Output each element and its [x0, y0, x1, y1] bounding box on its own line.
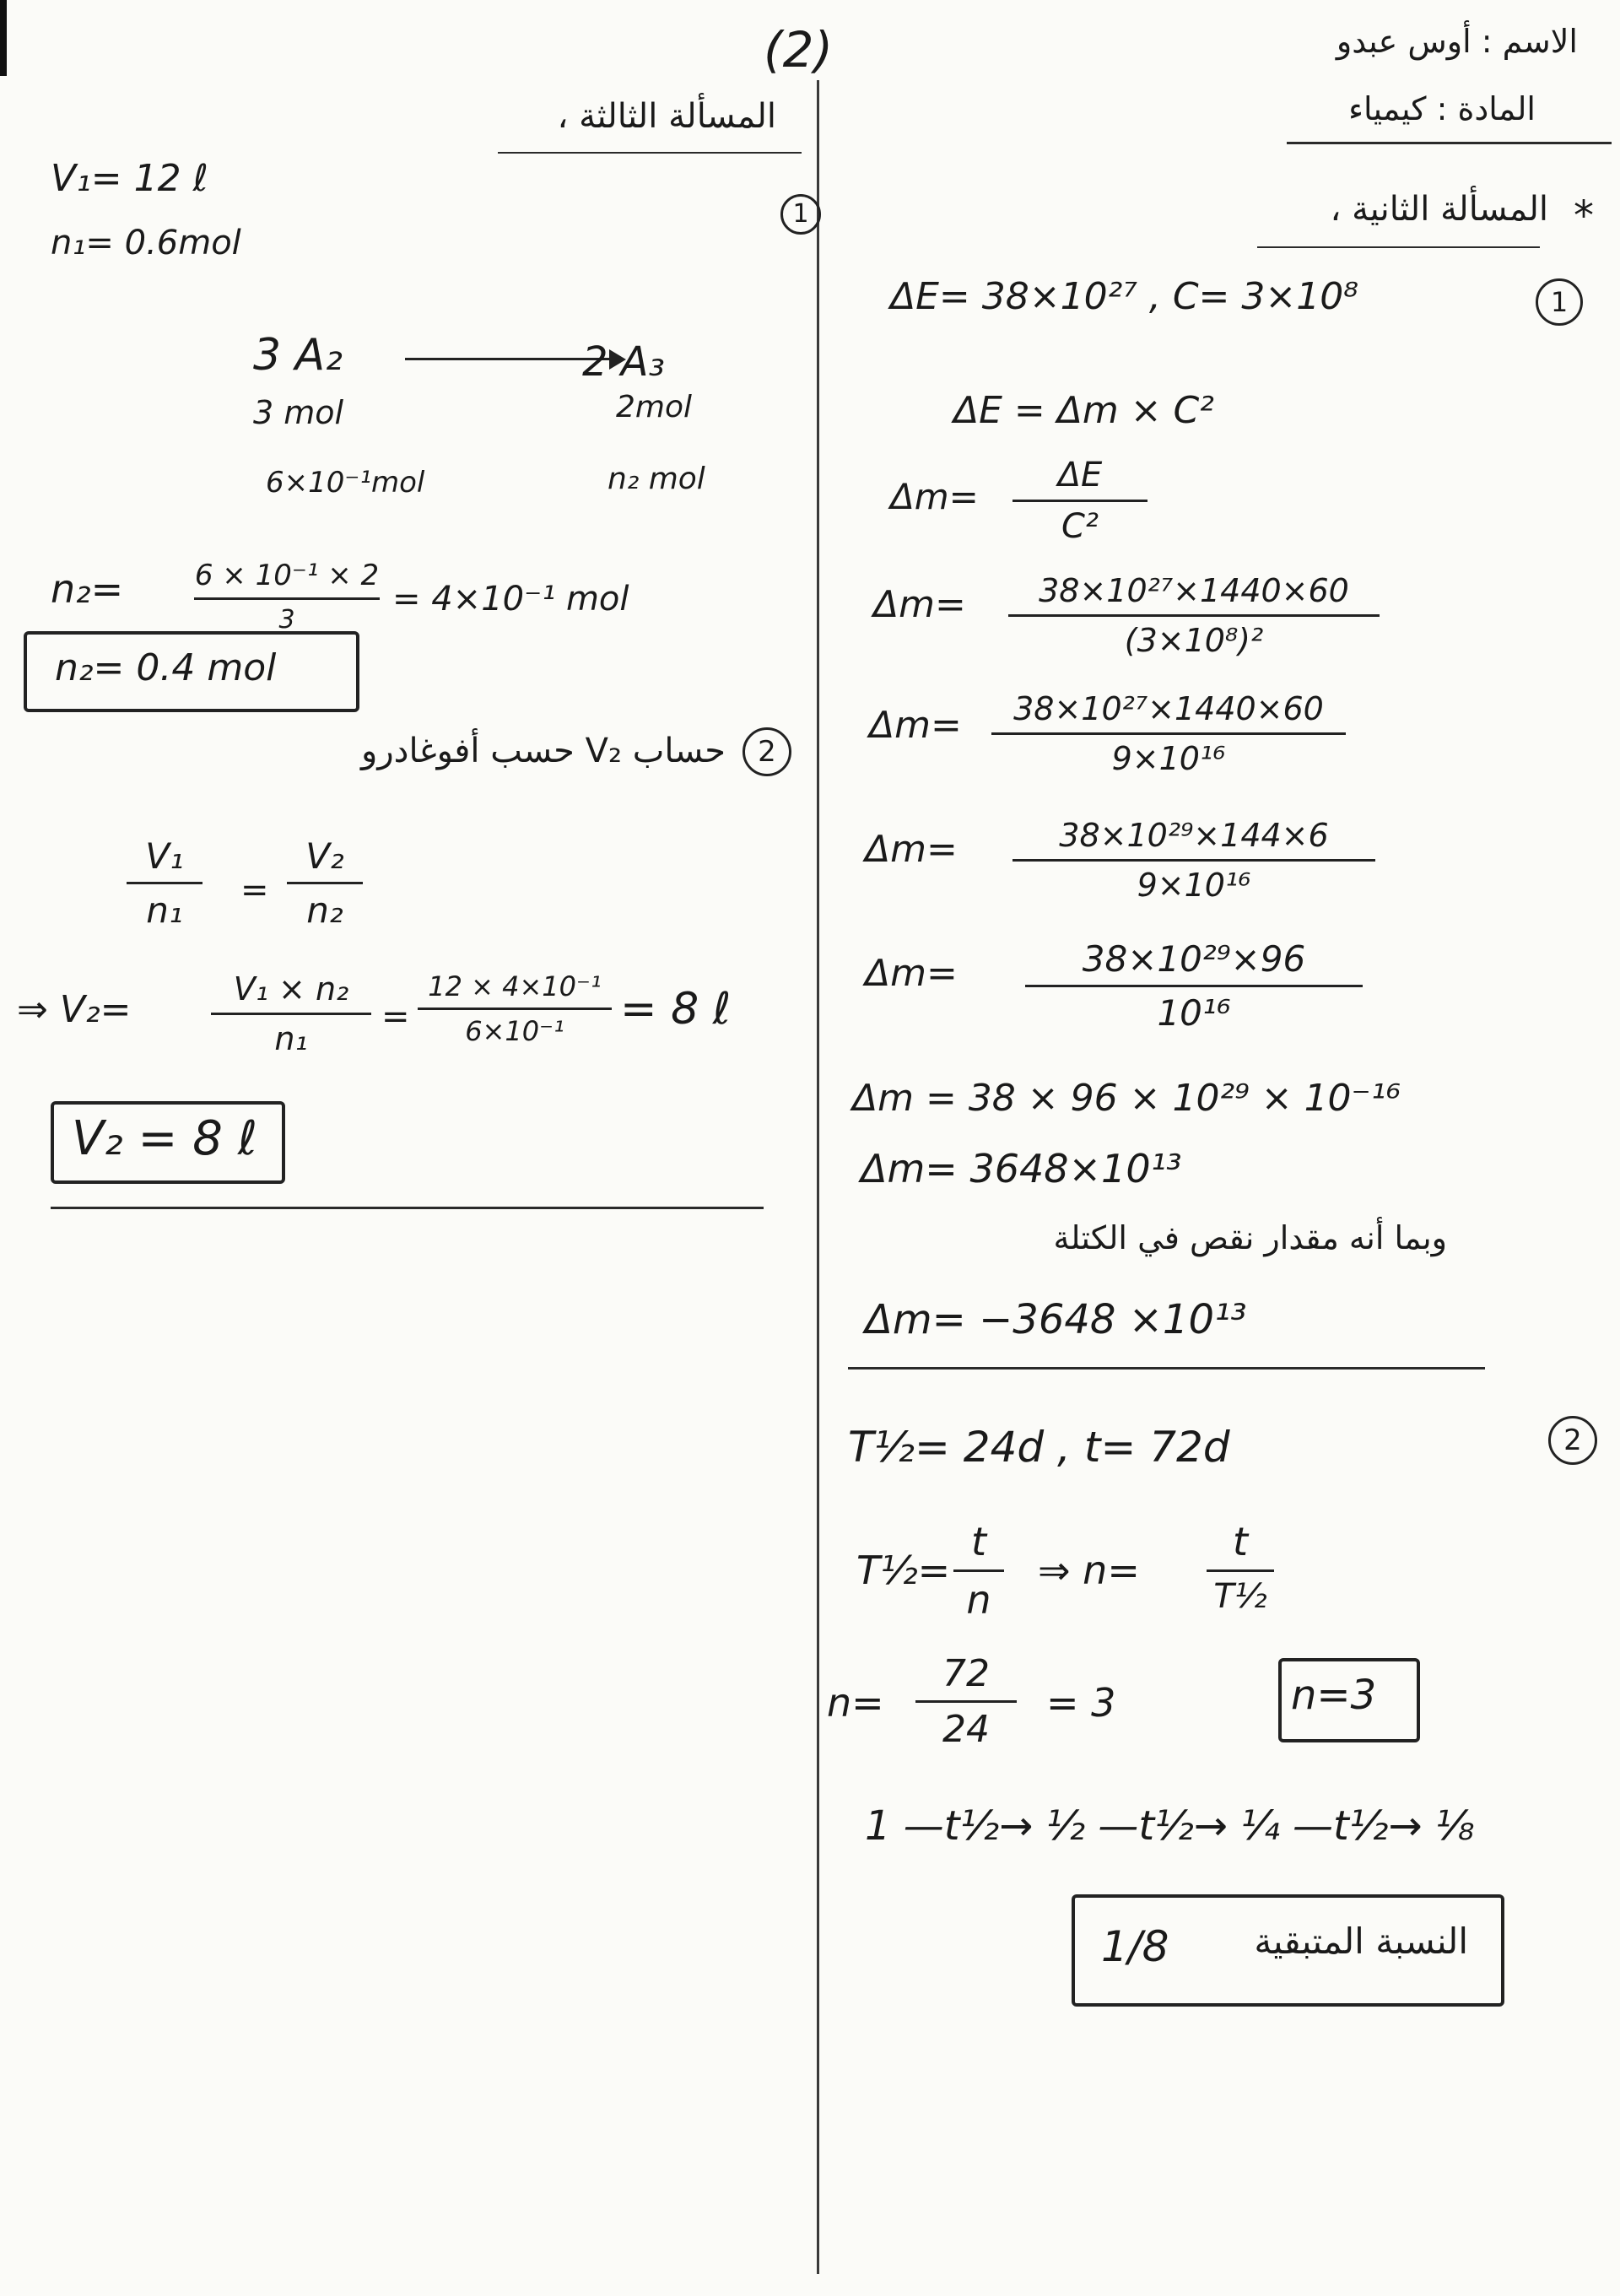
avogadro-v1: V₁ — [145, 835, 184, 877]
step5: Δm = 38 × 96 × 10²⁹ × 10⁻¹⁶ — [852, 1077, 1401, 1120]
right-q2-marker: 2 — [1548, 1416, 1597, 1465]
step1-fraction — [1008, 572, 1380, 659]
n-calc-bar — [915, 1700, 1017, 1703]
given-energy: ΔE= 38×10²⁷ , C= 3×10⁸ — [890, 275, 1358, 318]
page-number: (2) — [764, 21, 834, 78]
dm-def-fraction — [1012, 456, 1148, 546]
decay-chain: 1 —t½→ ½ —t½→ ¼ —t½→ ⅛ — [865, 1802, 1475, 1850]
avogadro-right-fraction — [287, 835, 363, 931]
step2-numerator: 38×10²⁷×1440×60 — [1013, 690, 1324, 727]
half-life-arrow: ⇒ n= — [1038, 1548, 1140, 1593]
n2-calc-denominator: 3 — [278, 605, 295, 635]
avogadro-n1: n₁ — [146, 889, 183, 931]
half-life-numerator: t — [970, 1519, 987, 1564]
step3-lhs: Δm= — [865, 828, 958, 871]
left-q2-title: حساب V₂ حسب أفوغادرو — [361, 732, 726, 770]
left-q2-marker: 2 — [742, 727, 791, 776]
step1-denominator: (3×10⁸)² — [1124, 622, 1264, 659]
reaction-lhs: 3 A₂ — [253, 330, 343, 381]
step3-numerator: 38×10²⁹×144×6 — [1059, 817, 1329, 854]
n-calc-denominator: 24 — [942, 1708, 990, 1751]
avogadro-left-fraction — [127, 835, 202, 931]
v2-calc-lhs: ⇒ V₂= — [17, 988, 132, 1031]
dm-def-bar — [1012, 500, 1148, 502]
step2-lhs: Δm= — [869, 704, 962, 747]
half-life-bar — [953, 1569, 1004, 1572]
step4-denominator: 10¹⁶ — [1157, 992, 1231, 1034]
n2-calc-numerator: 6 × 10⁻¹ × 2 — [194, 559, 380, 592]
n-fraction-bar — [1207, 1569, 1274, 1572]
left-section-end — [51, 1207, 764, 1209]
reaction-rhs-amount: n₂ mol — [608, 462, 705, 496]
v2-calc-bar — [211, 1013, 371, 1015]
right-star: * — [1574, 192, 1594, 240]
v2-calc-result: = 8 ℓ — [620, 984, 732, 1035]
dm-def-lhs: Δm= — [890, 476, 979, 517]
avogadro-v2: V₂ — [305, 835, 344, 877]
v2-answer: V₂ = 8 ℓ — [72, 1111, 257, 1166]
v2-calc-denominator-2: 6×10⁻¹ — [465, 1015, 564, 1047]
left-section-title: المسألة الثالثة ، — [557, 97, 776, 136]
n-calc-lhs: n= — [827, 1680, 884, 1726]
step2-denominator: 9×10¹⁶ — [1111, 740, 1226, 777]
step4-numerator: 38×10²⁹×96 — [1082, 938, 1306, 980]
reaction-rhs-mol: 2mol — [616, 390, 692, 424]
v2-calc-fraction-2 — [418, 970, 612, 1047]
given-volume: V₁= 12 ℓ — [51, 157, 208, 200]
avogadro-right-bar — [287, 882, 363, 884]
right-title-underline — [1257, 246, 1540, 248]
n2-answer: n₂= 0.4 mol — [55, 646, 277, 689]
step2-fraction — [991, 690, 1346, 777]
n2-calc-fraction — [194, 559, 380, 635]
step4-bar — [1025, 985, 1363, 987]
step3-bar — [1012, 859, 1375, 862]
right-q1-marker: 1 — [1536, 278, 1583, 326]
step6: Δm= 3648×10¹³ — [861, 1146, 1182, 1191]
remaining-fraction: 1/8 — [1101, 1922, 1169, 1971]
n-calc-result: = 3 — [1046, 1680, 1116, 1726]
step1-numerator: 38×10²⁷×1440×60 — [1039, 572, 1349, 609]
right-section-divider — [848, 1367, 1485, 1369]
right-section-title: المسألة الثانية ، — [1330, 190, 1548, 229]
v2-calc-numerator-2: 12 × 4×10⁻¹ — [428, 970, 602, 1002]
n-fraction-denominator: T½ — [1213, 1577, 1267, 1616]
half-life-denominator: n — [966, 1577, 991, 1623]
avogadro-n2: n₂ — [306, 889, 343, 931]
student-name: الاسم : أوس عبدو — [1336, 23, 1578, 60]
given-moles: n₁= 0.6mol — [51, 224, 241, 262]
n-fraction — [1207, 1519, 1274, 1616]
scan-edge — [0, 0, 7, 76]
n-fraction-numerator: t — [1232, 1519, 1249, 1564]
step1-bar — [1008, 614, 1380, 617]
v2-calc-mid: = — [381, 997, 410, 1036]
step3-denominator: 9×10¹⁶ — [1137, 867, 1251, 904]
column-divider — [817, 80, 819, 2274]
step4-lhs: Δm= — [865, 952, 958, 995]
remaining-label: النسبة المتبقية — [1254, 1921, 1468, 1962]
half-life-fraction — [953, 1519, 1004, 1623]
left-title-underline — [498, 152, 802, 154]
mass-defect-note: وبما أنه مقدار نقص في الكتلة — [1053, 1219, 1447, 1256]
v2-calc-numerator: V₁ × n₂ — [233, 970, 349, 1008]
reaction-lhs-amount: 6×10⁻¹mol — [266, 466, 425, 500]
step2-bar — [991, 732, 1346, 735]
v2-calc-fraction — [211, 970, 371, 1057]
subject-line: المادة : كيمياء — [1348, 90, 1536, 127]
n-calc-numerator: 72 — [942, 1652, 990, 1695]
reaction-rhs: 2 A₃ — [582, 338, 665, 386]
step1-lhs: Δm= — [873, 583, 966, 626]
half-life-given: T½= 24d , t= 72d — [848, 1423, 1230, 1472]
energy-formula: ΔE = Δm × C² — [953, 389, 1214, 432]
v2-calc-bar-2 — [418, 1008, 612, 1010]
n2-calc-lhs: n₂= — [51, 566, 124, 612]
reaction-lhs-mol: 3 mol — [253, 394, 344, 431]
final-mass: Δm= −3648 ×10¹³ — [865, 1296, 1247, 1343]
half-life-lhs: T½= — [856, 1548, 951, 1593]
dm-def-denominator: C² — [1061, 507, 1099, 546]
header-underline — [1287, 142, 1612, 144]
avogadro-equals: = — [240, 871, 269, 910]
left-q1-marker: 1 — [780, 194, 821, 235]
v2-calc-denominator: n₁ — [274, 1020, 308, 1057]
avogadro-left-bar — [127, 882, 202, 884]
n-answer: n=3 — [1291, 1672, 1377, 1719]
dm-def-numerator: ΔE — [1057, 456, 1103, 494]
n2-calc-result: = 4×10⁻¹ mol — [392, 580, 629, 619]
n2-calc-bar — [194, 597, 380, 600]
step4-fraction — [1025, 938, 1363, 1034]
step3-fraction — [1012, 817, 1375, 904]
n-calc-fraction — [915, 1652, 1017, 1751]
